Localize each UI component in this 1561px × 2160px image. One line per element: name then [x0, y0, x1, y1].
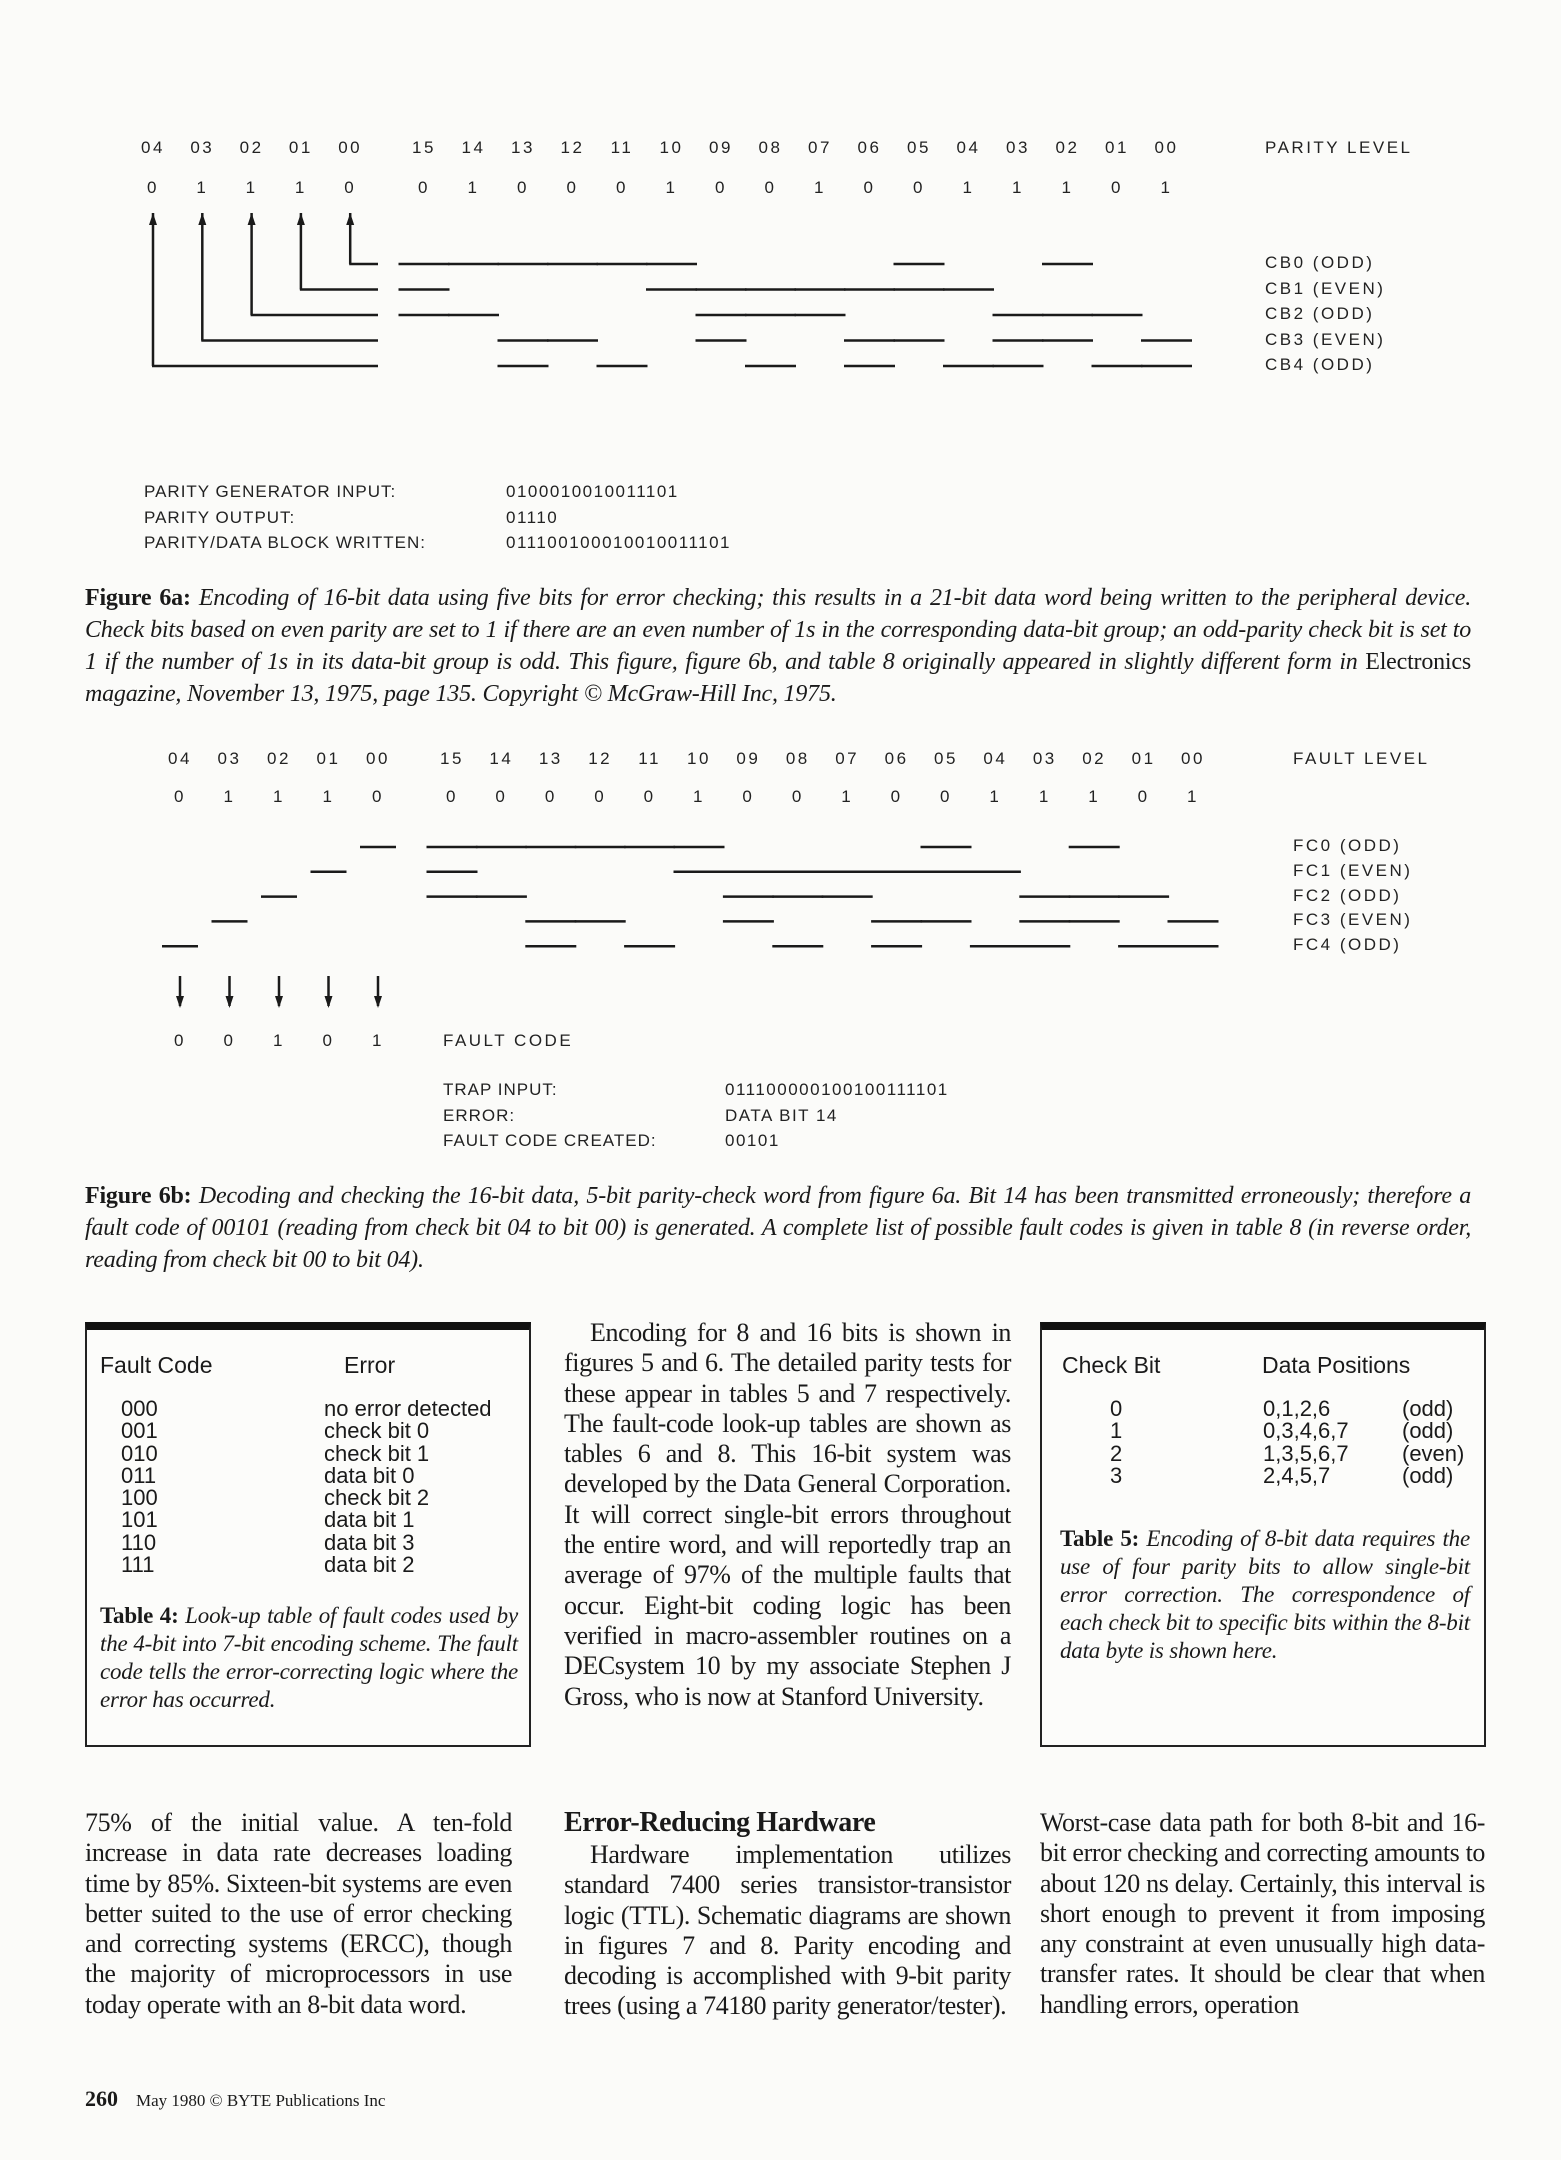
page-number: 260 — [85, 2086, 118, 2111]
section-heading: Error-Reducing Hardware — [564, 1807, 876, 1838]
data-bit-column-label: 10 — [659, 138, 684, 157]
error-cell: data bit 2 — [324, 1552, 415, 1578]
data-bit-column-label: 03 — [1032, 749, 1057, 768]
data-bit-value: 0 — [544, 787, 557, 806]
data-bit-column-label: 05 — [907, 138, 931, 157]
table-header-fault-code: Fault Code — [100, 1352, 213, 1378]
level-title: PARITY LEVEL — [1265, 138, 1413, 157]
publication-info: May 1980 © BYTE Publications Inc — [136, 2091, 386, 2110]
fault-code-bit: 1 — [372, 1031, 384, 1050]
data-bit-column-label: 15 — [412, 138, 436, 157]
data-bit-column-label: 10 — [687, 749, 711, 768]
caption-text: Encoding of 8-bit data requires the use of four parity bits to allow single-bit error correction. The correspondence of each check bit to specific bits within the 8-bit data byte is shown here. — [1060, 1526, 1470, 1663]
body-column-right — [1040, 1808, 1485, 2020]
fault-code-bit: 1 — [273, 1031, 285, 1050]
data-bit-column-label: 11 — [638, 749, 661, 768]
summary-value: 011100100010010011101 — [506, 533, 731, 552]
data-bit-column-label: 04 — [983, 749, 1008, 768]
fault-code-bit: 0 — [174, 1031, 186, 1050]
data-bit-value: 1 — [1160, 178, 1173, 197]
fault-code-label: FAULT CODE — [443, 1031, 574, 1050]
data-bit-value: 1 — [665, 178, 678, 197]
check-row-label: FC2 (ODD) — [1293, 885, 1402, 905]
data-bit-value: 0 — [913, 178, 925, 197]
error-cell: data bit 0 — [324, 1462, 415, 1488]
table-5 — [1040, 1322, 1486, 1747]
data-bit-column-label: 01 — [1105, 138, 1129, 157]
data-bit-column-label: 00 — [1181, 749, 1205, 768]
arrow-down-icon — [374, 996, 382, 1008]
data-bit-value: 1 — [1088, 787, 1101, 806]
summary-label: PARITY GENERATOR INPUT: — [144, 482, 397, 501]
data-bit-value: 1 — [1187, 787, 1199, 806]
data-bit-column-label: 15 — [440, 749, 464, 768]
data-bit-value: 0 — [742, 787, 755, 806]
summary-value: 01110 — [506, 507, 559, 527]
caption-label: Table 5: — [1060, 1526, 1140, 1551]
check-bit-value: 1 — [196, 178, 209, 197]
paragraph: 75% of the initial value. A ten-fold increase in data rate decreases loading time by 85%. Sixteen-bit systems are even better suited to the use of error checking and correcting systems (ERCC), though the majority of microprocessors in use today operate with an 8-bit data word. — [85, 1808, 512, 2019]
fault-code-bit: 0 — [223, 1031, 236, 1050]
check-bit-column-label: 01 — [316, 749, 341, 768]
data-bit-value: 0 — [715, 178, 727, 197]
table-4-caption — [100, 1602, 518, 1714]
check-bit-cell: 3 — [1110, 1462, 1123, 1488]
check-bit-column-label: 04 — [168, 749, 192, 768]
data-bit-value: 0 — [566, 178, 579, 197]
data-bit-column-label: 09 — [709, 138, 733, 157]
fault-code-cell: 111 — [121, 1552, 155, 1578]
error-cell: data bit 3 — [324, 1529, 415, 1555]
error-cell: check bit 1 — [324, 1440, 430, 1466]
check-row-label: FC3 (EVEN) — [1293, 910, 1413, 930]
summary-value: 011100000100100111101 — [725, 1080, 949, 1099]
arrow-down-icon — [176, 996, 184, 1008]
fault-code-cell: 000 — [121, 1396, 158, 1421]
check-bit-cell: 1 — [1110, 1418, 1123, 1444]
data-bit-column-label: 07 — [808, 138, 832, 157]
table-4 — [85, 1322, 531, 1747]
check-bit-column-label: 02 — [239, 138, 264, 157]
data-bit-column-label: 08 — [758, 138, 783, 157]
error-cell: no error detected — [324, 1396, 492, 1421]
check-bit-value: 1 — [223, 787, 236, 806]
check-bit-column-label: 03 — [190, 138, 215, 157]
paragraph: Hardware implementation utilizes standard 7400 series transistor-transistor logic (TTL). Schematic diagrams are shown in figures 7 and 8. Parity encoding and decoding is accomplished with 9-bit parity trees (using a 74180 parity generator/tester). — [564, 1840, 1011, 2021]
check-bit-value: 1 — [294, 178, 307, 197]
data-bit-value: 1 — [841, 787, 854, 806]
data-bit-value: 0 — [1137, 787, 1150, 806]
check-bit-column-label: 01 — [288, 138, 313, 157]
parity-cell: (odd) — [1402, 1462, 1454, 1488]
summary-label: FAULT CODE CREATED: — [443, 1131, 657, 1150]
data-bit-value: 0 — [1111, 178, 1123, 197]
data-bit-value: 0 — [418, 178, 430, 197]
summary-value: DATA BIT 14 — [725, 1105, 838, 1125]
check-bit-column-label: 03 — [217, 749, 242, 768]
data-bit-column-label: 13 — [511, 138, 535, 157]
data-bit-column-label: 06 — [857, 138, 882, 157]
data-bit-column-label: 01 — [1131, 749, 1156, 768]
check-bit-cell: 2 — [1110, 1440, 1123, 1466]
data-bit-column-label: 02 — [1082, 749, 1107, 768]
check-row-label: FC4 (ODD) — [1293, 935, 1402, 955]
fault-code-cell: 011 — [121, 1462, 157, 1488]
summary-label: PARITY OUTPUT: — [144, 507, 296, 527]
fault-code-cell: 101 — [121, 1507, 158, 1533]
fault-code-cell: 110 — [121, 1529, 157, 1555]
data-bit-value: 1 — [1061, 178, 1074, 197]
page-footer — [85, 2086, 385, 2112]
data-bit-value: 1 — [467, 178, 480, 197]
check-bit-value: 0 — [147, 178, 159, 197]
parity-cell: (odd) — [1402, 1396, 1454, 1421]
table-row — [1042, 1420, 1482, 1442]
check-bit-column-label: 04 — [141, 138, 165, 157]
paragraph: Worst-case data path for both 8-bit and 16-bit error checking and correcting amounts to about 120 ns delay. Certainly, this interval is short enough to prevent it from imposing any constraint at even unusually high data-transfer rates. It should be clear that when handling errors, operation — [1040, 1808, 1485, 2019]
data-bit-value: 0 — [791, 787, 804, 806]
data-bit-value: 0 — [764, 178, 777, 197]
fault-code-bit: 0 — [322, 1031, 335, 1050]
data-bit-column-label: 02 — [1055, 138, 1080, 157]
data-bit-value: 0 — [495, 787, 508, 806]
body-column-left — [85, 1808, 512, 2020]
arrow-down-icon — [325, 996, 333, 1008]
data-bit-column-label: 05 — [934, 749, 958, 768]
table-5-caption — [1060, 1525, 1470, 1665]
data-bit-column-label: 12 — [560, 138, 585, 157]
check-row-label: CB3 (EVEN) — [1265, 329, 1386, 349]
data-bit-column-label: 12 — [588, 749, 613, 768]
error-cell: data bit 1 — [324, 1507, 415, 1533]
data-bit-column-label: 06 — [884, 749, 909, 768]
caption-text: Encoding of 16-bit data using five bits for error checking; this results in a 21-bit data word being written to the peripheral device. Check bits based on even parity are set to 1 if there are an even number of 1s in the corresponding data-bit group; an odd-parity check bit is set to 1 if the number of 1s in its data-bit group is odd. This figure, figure 6b, and table 8 originally appeared in slightly different form in — [85, 585, 1471, 675]
caption-label: Table 4: — [100, 1603, 179, 1628]
data-bit-value: 0 — [616, 178, 628, 197]
data-positions-cell: 1,3,5,6,7 — [1263, 1440, 1349, 1466]
data-bit-value: 0 — [594, 787, 607, 806]
data-bit-value: 0 — [863, 178, 876, 197]
data-bit-column-label: 14 — [461, 138, 486, 157]
data-bit-column-label: 07 — [835, 749, 860, 768]
check-row-label: FC1 (EVEN) — [1293, 860, 1413, 880]
summary-value: 00101 — [725, 1131, 780, 1150]
fault-code-cell: 100 — [121, 1485, 158, 1511]
data-positions-cell: 0,1,2,6 — [1263, 1396, 1331, 1421]
data-bit-value: 0 — [940, 787, 952, 806]
summary-label: PARITY/DATA BLOCK WRITTEN: — [144, 533, 426, 552]
check-row-label: CB1 (EVEN) — [1265, 278, 1386, 298]
data-bit-value: 0 — [446, 787, 458, 806]
check-row-label: CB4 (ODD) — [1265, 355, 1375, 374]
table-header-check-bit: Check Bit — [1062, 1352, 1161, 1378]
data-bit-column-label: 13 — [538, 749, 563, 768]
body-column-middle — [564, 1808, 1011, 2022]
caption-label: Figure 6a: — [85, 585, 191, 611]
figure-6b-caption — [85, 1180, 1471, 1276]
data-bit-column-label: 08 — [785, 749, 810, 768]
data-bit-column-label: 04 — [956, 138, 981, 157]
body-column-middle-top — [564, 1318, 1011, 1712]
check-bit-column-label: 00 — [366, 749, 390, 768]
table-row — [1042, 1462, 1482, 1488]
data-bit-value: 0 — [517, 178, 529, 197]
data-positions-cell: 0,3,4,6,7 — [1263, 1418, 1349, 1444]
check-bit-value: 1 — [273, 787, 285, 806]
caption-label: Figure 6b: — [85, 1183, 192, 1209]
summary-label: ERROR: — [443, 1105, 516, 1125]
table-5-rows — [1042, 1398, 1482, 1487]
error-cell: check bit 2 — [324, 1485, 430, 1511]
parity-cell: (odd) — [1402, 1418, 1454, 1444]
data-bit-value: 1 — [989, 787, 1002, 806]
fault-code-cell: 010 — [121, 1440, 158, 1466]
error-cell: check bit 0 — [324, 1418, 430, 1444]
check-row-label: CB2 (ODD) — [1265, 304, 1375, 323]
table-header-data-positions: Data Positions — [1262, 1352, 1411, 1378]
data-bit-value: 1 — [693, 787, 705, 806]
data-bit-column-label: 14 — [489, 749, 514, 768]
check-bit-value: 1 — [322, 787, 335, 806]
data-bit-column-label: 09 — [736, 749, 761, 768]
fault-code-cell: 001 — [121, 1418, 158, 1444]
data-bit-value: 1 — [814, 178, 826, 197]
data-bit-value: 0 — [890, 787, 903, 806]
data-bit-column-label: 00 — [1154, 138, 1179, 157]
data-positions-cell: 2,4,5,7 — [1263, 1462, 1331, 1488]
table-row — [1042, 1398, 1482, 1420]
table-header-error: Error — [344, 1352, 396, 1378]
paragraph: Encoding for 8 and 16 bits is shown in figures 5 and 6. The detailed parity tests for these appear in tables 5 and 7 respectively. The fault-code look-up tables are shown as tables 6 and 8. This 16-bit system was developed by the Data General Corporation. It will correct single-bit errors throughout the entire word, and will reportedly trap an average of 97% of the multiple faults that occur. Eight-bit coding logic has been verified in macro-assembler routines on a DECsystem 10 by my associate Stephen J Gross, who is now at Stanford University. — [564, 1318, 1011, 1711]
data-bit-value: 0 — [643, 787, 656, 806]
check-bit-value: 1 — [245, 178, 258, 197]
table-row — [1042, 1440, 1482, 1466]
summary-value: 0100010010011101 — [506, 482, 679, 501]
data-bit-column-label: 11 — [610, 138, 634, 157]
parity-cell: (even) — [1402, 1440, 1465, 1466]
caption-text: Decoding and checking the 16-bit data, 5-bit parity-check word from figure 6a. Bit 14 has been transmitted erroneously; therefore a fault code of 00101 (reading from check bit 04 to bit 00) is generated. A complete list of possible fault codes is given in table 8 (in reverse order, reading from check bit 00 to bit 04). — [85, 1183, 1472, 1273]
arrow-down-icon — [275, 996, 283, 1008]
data-bit-value: 1 — [962, 178, 975, 197]
caption-tail: magazine, November 13, 1975, page 135. Copyright © McGraw-Hill Inc, 1975. — [85, 681, 837, 707]
check-bit-cell: 0 — [1110, 1396, 1123, 1421]
check-bit-value: 0 — [372, 787, 384, 806]
caption-text: Look-up table of fault codes used by the 4-bit into 7-bit encoding scheme. The fault code tells the error-correcting logic where the error has occurred. — [100, 1603, 518, 1712]
check-bit-column-label: 00 — [338, 138, 363, 157]
check-row-label: FC0 (ODD) — [1293, 836, 1402, 855]
summary-label: TRAP INPUT: — [443, 1080, 558, 1099]
check-row-label: CB0 (ODD) — [1265, 253, 1375, 272]
caption-magazine: Electronics — [1365, 649, 1471, 675]
arrow-down-icon — [226, 996, 234, 1008]
level-title: FAULT LEVEL — [1293, 749, 1430, 768]
check-bit-column-label: 02 — [267, 749, 291, 768]
check-bit-value: 0 — [344, 178, 357, 197]
data-bit-value: 1 — [1012, 178, 1024, 197]
check-bit-value: 0 — [174, 787, 186, 806]
data-bit-column-label: 03 — [1006, 138, 1030, 157]
data-bit-value: 1 — [1038, 787, 1051, 806]
